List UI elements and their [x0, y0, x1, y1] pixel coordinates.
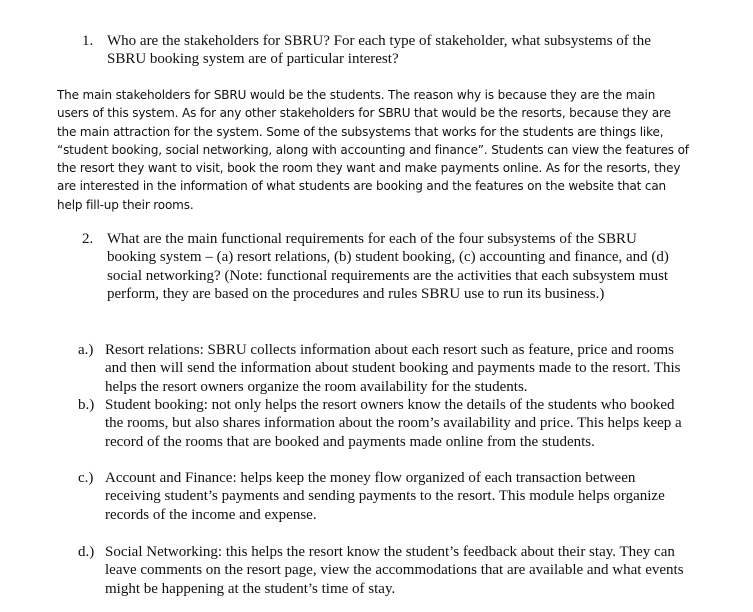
answer-item-b-label: b.): [78, 397, 95, 413]
answer-item-b-text: Student booking: not only helps the resort owners know the details of the students who booked the rooms, but also shares information about the room’s availability and price. This helps keep a record of the rooms that are booked and payments made online from the students.: [105, 397, 682, 450]
answer-item-d-label: d.): [78, 544, 95, 560]
question-2: [82, 230, 682, 325]
answer-item-a-label: a.): [78, 342, 94, 358]
question-2-text: What are the main functional requirements for each of the four subsystems of the SBRU booking system – (a) resort relations, (b) student booking, (c) accounting and finance, and (d) social networking? (Note: functional requirements are the activities that each subsystem must perform, they are based on the procedures and rules SBRU use to run its business.): [107, 231, 669, 303]
question-1: [82, 32, 682, 72]
answer-item-c-label: c.): [78, 470, 94, 486]
answer-item-d-text: Social Networking: this helps the resort know the student’s feedback about their stay. They can leave comments on the resort page, view the accommodations that are available and what events might be happening at the student’s time of stay.: [105, 544, 684, 597]
question-1-number: 1.: [82, 33, 94, 49]
answer-1-paragraph: The main stakeholders for SBRU would be the students. The reason why is because they are the main users of this system. As for any other stakeholders for SBRU that would be the resorts, because they are the main attraction for the system. Some of the subsystems that works for the students are things like, “student booking, social networking, along with accounting and finance”. Students can view the features of the resort they want to visit, book the room they want and make payments online. As for the resorts, they are interested in the information of what students are booking and the features on the website that can help fill-up their rooms.: [57, 88, 689, 212]
answer-item-a-text: Resort relations: SBRU collects information about each resort such as feature, price and rooms and then will send the information about student booking and payments made to the resort. This helps the resort owners organize the room availability for the students.: [105, 342, 681, 395]
question-2-number: 2.: [82, 231, 94, 247]
answer-item-c-text: Account and Finance: helps keep the money flow organized of each transaction between receiving student’s payments and sending payments to the resort. This module helps organize records of the income and expense.: [105, 470, 665, 523]
question-1-text: Who are the stakeholders for SBRU? For each type of stakeholder, what subsystems of the SBRU booking system are of particular interest?: [107, 33, 651, 68]
